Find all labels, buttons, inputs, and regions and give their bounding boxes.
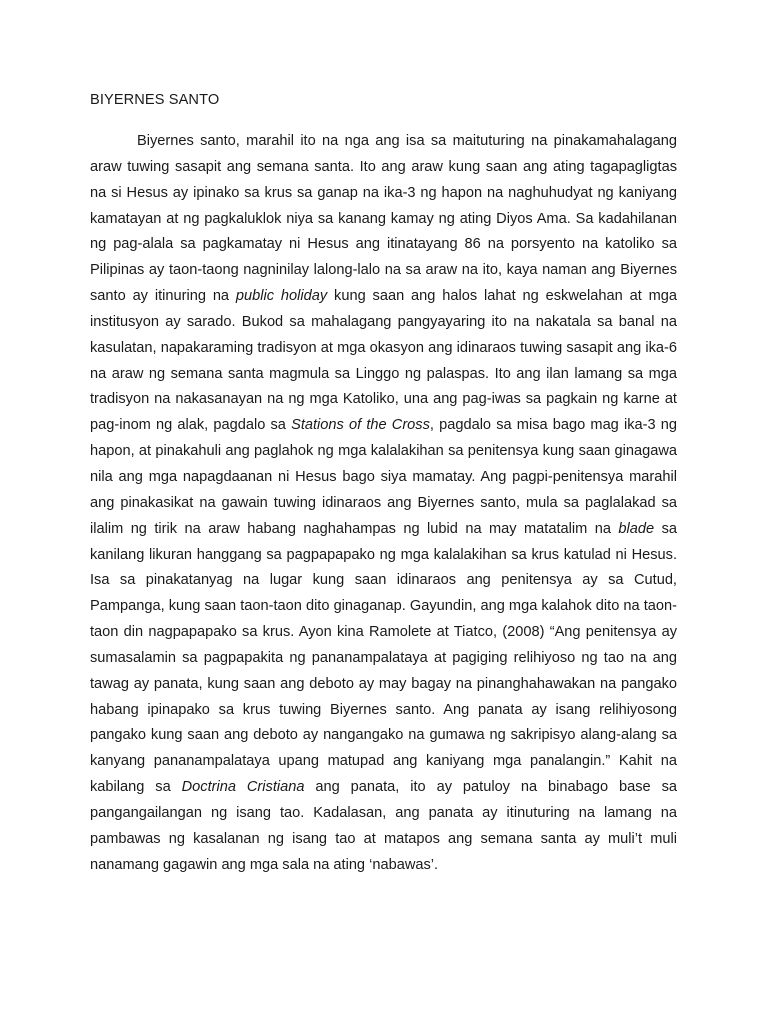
italic-phrase: Doctrina Cristiana — [181, 779, 305, 796]
paragraph-text: , pagdalo sa misa bago mag ika-3 ng hapon, at pinakahuli ang paglahok ng mga kalalakihan sa penitensya kung saan ginagawa nila ang mga napagdaanan ni Hesus bago siya mamatay. Ang pagpi-penitensya marahil ang pinakasikat na gawain tuwing idinaraos ang Biyernes santo, mula sa paglalakad sa ilalim ng tirik na araw habang naghahampas ng lubid na may matatalim na — [90, 417, 677, 537]
italic-phrase: Stations of the Cross — [291, 417, 430, 434]
body-paragraph — [90, 129, 677, 878]
italic-phrase: blade — [618, 520, 655, 537]
italic-phrase: public holiday — [235, 288, 328, 305]
paragraph-text: kung saan ang halos lahat ng eskwelahan at mga institusyon ay sarado. Bukod sa mahalagang pangyayaring ito na nakatala sa banal na kasulatan, napakaraming tradisyon at mga okasyon ang idinaraos tuwing sasapit ang ika-6 na araw ng semana santa magmula sa Linggo ng palaspas. Ito ang ilan lamang sa mga tradisyon na nakasanayan na ng mga Katoliko, una ang pag-iwas sa pagkain ng karne at pag-inom ng alak, pagdalo sa — [90, 288, 677, 434]
paragraph-text: ang panata, ito ay patuloy na binabago base sa pangangailangan ng isang tao. Kadalasan, ang panata ay itinuturing na lamang na pambawas ng kasalanan ng isang tao at matapos ang semana santa ay muli’t muli nanamang gagawin ang mga sala na ating ‘nabawas’. — [90, 779, 678, 873]
paragraph-text: sa kanilang likuran hanggang sa pagpapapako ng mga kalalakihan sa krus katulad ni Hesus. Isa sa pinakatanyag na lugar kung saan idinaraos ang penitensya ay sa Cutud, Pampanga, kung saan taon-taon dito ginaganap. Gayundin, ang mga kalahok dito na taon-taon din nagpapapako sa krus. Ayon kina Ramolete at Tiatco, (2008) “Ang penitensya ay sumasalamin sa pagpapakita ng pananampalataya at pagiging relihiyoso ng tao na ang tawag ay panata, kung saan ang deboto ay may bagay na pinanghahawakan na pangako habang ipinapako sa krus tuwing Biyernes santo. Ang panata ay isang relihiyosong pangako kung saan ang deboto ay nangangako na gumawa ng sakripisyo alang-alang sa kanyang pananampalataya upang matupad ang kaniyang mga panalangin.” Kahit na kabilang sa — [90, 520, 678, 796]
paragraph-text: Biyernes santo, marahil ito na nga ang isa sa maituturing na pinakamahalagang araw tuwing sasapit ang semana santa. Ito ang araw kung saan ang ating tagapagligtas na si Hesus ay ipinako sa krus sa ganap na ika-3 ng hapon na naghuhudyat ng kaniyang kamatayan at ng pagkaluklok niya sa kanang kamay ng ating Diyos Ama. Sa kadahilanan ng pag-alala sa pagkamatay ni Hesus ang itinatayang 86 na porsyento na katoliko sa Pilipinas ay taon-taong nagninilay lalong-lalo na sa araw na ito, kaya naman ang Biyernes santo ay itinuring na — [90, 133, 677, 305]
document-title: BIYERNES SANTO — [90, 92, 220, 108]
